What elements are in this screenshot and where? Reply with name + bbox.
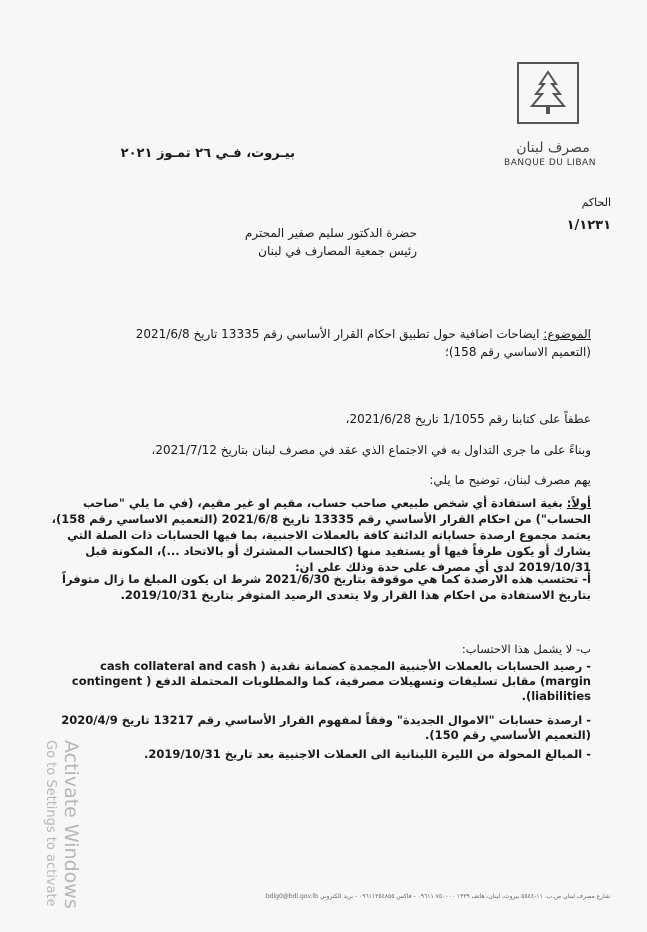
letter-date: بيـروت، فـي ٢٦ تمـوز ٢٠٢١ bbox=[120, 146, 295, 161]
sender-title: الحاكم bbox=[581, 196, 611, 209]
list-item: -ارصدة حسابات "الاموال الجديدة" وفقاً لمفهوم القرار الأساسي رقم 13217 تاريخ 2020/4/9 (التعميم الأساسي رقم 150). bbox=[61, 713, 591, 742]
subject-line-2: (التعميم الاساسي رقم 158)؛ bbox=[445, 345, 591, 359]
subject-text: ايضاحات اضافية حول تطبيق احكام القرار الأساسي رقم 13335 تاريخ 2021/6/8 bbox=[135, 327, 544, 341]
bank-name-arabic: مصرف لبنان bbox=[516, 140, 590, 156]
subject-line bbox=[121, 327, 591, 341]
section-first bbox=[46, 495, 591, 575]
bullet-text-3: المبالغ المحولة من الليرة اللبنانية الى العملات الاجنبية بعد تاريخ 2019/10/31. bbox=[143, 747, 583, 761]
section-first-label: أولاً: bbox=[566, 496, 591, 510]
bank-name-english: BANQUE DU LIBAN bbox=[504, 158, 596, 168]
list-item: -المبالغ المحولة من الليرة اللبنانية الى العملات الاجنبية بعد تاريخ 2019/10/31. bbox=[143, 747, 591, 761]
activation-watermark bbox=[22, 740, 82, 930]
section-b-heading: ب- لا يشمل هذا الاحتساب: bbox=[461, 642, 591, 656]
letter-footer: شارع مصرف لبنان ص.ب. ١١-٥٥٤٤ بيروت، لبنان، هاتف ١٣٣٩ ٧٥٠٠٠٠ ٠٩٦١١ - فاكس ٠٩٦١١٣٥٤٨٥٥ - بريد الكتروني bdlg0@bdl.gov.lb bbox=[265, 893, 610, 900]
section-first-text: بغية استفادة أي شخص طبيعي صاحب حساب، مقيم او غير مقيم، (في ما يلي "صاحب الحساب") من احكام القرار الأساسي رقم 13335 تاريخ 2021/6/8 (التعميم الاساسي رقم 158)، يعتمد مجموع ارصدة حساباته الدائنة كافة بالعملات الاجنبية، بما فيها الحسابات ذات الصلة التي يشارك أو يكون طرفاً فيها أو يستفيد منها (كالحساب المشترك أو بالاتحاد ...)، المكونة قبل 2019/10/31 لدى أي مصرف على حدة وذلك على ان: bbox=[51, 496, 591, 574]
paragraph-intro: يهم مصرف لبنان، توضيح ما يلي: bbox=[429, 473, 591, 487]
paragraph-reference: عطفاً على كتابنا رقم 1/1055 تاريخ 2021/6/28، bbox=[345, 412, 591, 426]
cedar-tree-icon bbox=[517, 62, 579, 124]
paragraph-meeting: وبناءً على ما جرى التداول به في الاجتماع الذي عقد في مصرف لبنان بتاريخ 2021/7/12، bbox=[151, 443, 591, 457]
list-item: -رصيد الحسابات بالعملات الأجنبية المجمدة كضمانة نقدية ( cash collateral and cash margin) مقابل تسليفات وتسهيلات مصرفية، كما والمطلوبات المحتملة الدفع ( contingent liabilities). bbox=[71, 659, 591, 703]
bullet-text-1: رصيد الحسابات بالعملات الأجنبية المجمدة كضمانة نقدية ( cash collateral and cash margin) مقابل تسليفات وتسهيلات مصرفية، كما والمطلوبات المحتملة الدفع ( contingent liabilities). bbox=[71, 659, 591, 703]
section-a: أ- تحتسب هذه الارصدة كما هي موقوفة بتاريخ 2021/6/30 شرط ان يكون المبلغ ما زال متوفراً بتاريخ الاستفادة من احكام هذا القرار ولا يتعدى الرصيد المتوفر بتاريخ 2019/10/31. bbox=[62, 572, 591, 602]
addressee-name: حضرة الدكتور سليم صفير المحترم bbox=[244, 226, 417, 240]
reference-number: ١/١٢٣١ bbox=[566, 218, 611, 233]
subject-label: الموضوع: bbox=[543, 327, 591, 341]
bullet-text-2: ارصدة حسابات "الاموال الجديدة" وفقاً لمفهوم القرار الأساسي رقم 13217 تاريخ 2020/4/9 (التعميم الأساسي رقم 150). bbox=[61, 713, 591, 742]
addressee-title: رئيس جمعية المصارف في لبنان bbox=[258, 244, 417, 258]
watermark-line-1: Activate Windows bbox=[60, 740, 82, 909]
watermark-line-2: Go to Settings to activate bbox=[43, 740, 58, 907]
